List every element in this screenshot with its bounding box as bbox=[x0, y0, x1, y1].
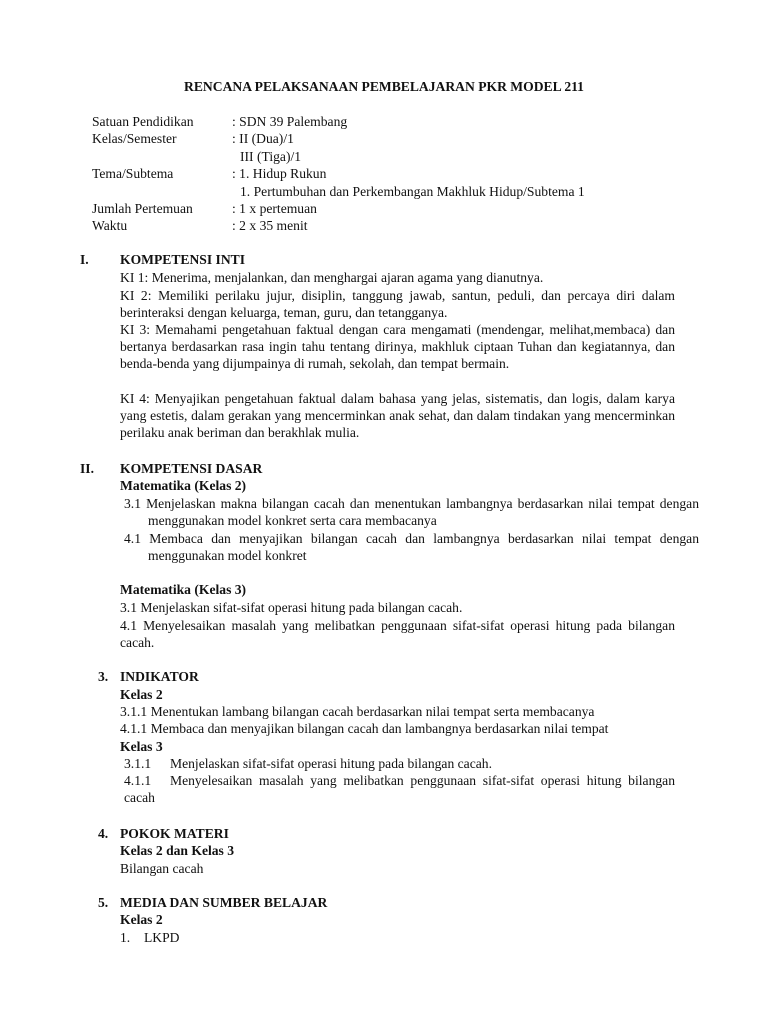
satuan-value: : SDN 39 Palembang bbox=[232, 114, 348, 129]
kelas-label: Kelas/Semester bbox=[92, 131, 177, 146]
indikator-k3-4-1-1-code: 4.1.1 bbox=[124, 773, 152, 788]
section-heading-ki: KOMPETENSI INTI bbox=[120, 252, 246, 267]
document-title: RENCANA PELAKSANAAN PEMBELAJARAN PKR MODEL 211 bbox=[184, 79, 584, 94]
section-number-kd: II. bbox=[80, 461, 94, 476]
section-heading-pokok: POKOK MATERI bbox=[120, 826, 229, 841]
section-number-media: 5. bbox=[98, 895, 109, 910]
indikator-k2-3-1-1: 3.1.1 Menentukan lambang bilangan cacah berdasarkan nilai tempat serta membacanya bbox=[120, 704, 595, 719]
kd-mat3-4-1: 4.1 Menyelesaikan masalah yang melibatkan penggunaan sifat-sifat operasi hitung pada bilangan cacah. bbox=[120, 618, 675, 651]
ki-1: KI 1: Menerima, menjalankan, dan menghargai ajaran agama yang dianutnya. bbox=[120, 270, 544, 285]
ki-3: KI 3: Memahami pengetahuan faktual dengan cara mengamati (mendengar, melihat,membaca) dan bertanya berdasarkan rasa ingin tahu tentang dirinya, makhluk ciptaan Tuhan dan kegiatannya, dan benda-benda yang dijumpainya di rumah, sekolah, dan tempat bermain. bbox=[120, 322, 675, 372]
waktu-label: Waktu bbox=[92, 218, 128, 233]
tema-label: Tema/Subtema bbox=[92, 166, 174, 181]
section-heading-media: MEDIA DAN SUMBER BELAJAR bbox=[120, 895, 328, 910]
kd-mat3-3-1: 3.1 Menjelaskan sifat-sifat operasi hitung pada bilangan cacah. bbox=[120, 600, 463, 615]
section-number-pokok: 4. bbox=[98, 826, 109, 841]
indikator-k3-3-1-1-code: 3.1.1 bbox=[124, 756, 152, 771]
kelas-value-2: III (Tiga)/1 bbox=[240, 149, 302, 164]
indikator-k3-3-1-1 bbox=[124, 755, 492, 772]
indikator-k3-4-1-1-text: Menyelesaikan masalah yang melibatkan penggunaan sifat-sifat operasi hitung bilangan cacah bbox=[124, 773, 675, 806]
jumlah-label: Jumlah Pertemuan bbox=[92, 201, 193, 216]
kd-mat3-title: Matematika (Kelas 3) bbox=[120, 582, 247, 597]
media-sub: Kelas 2 bbox=[120, 912, 163, 927]
section-number-ki: I. bbox=[80, 252, 89, 267]
jumlah-value: : 1 x pertemuan bbox=[232, 201, 317, 216]
kd-mat2-title: Matematika (Kelas 2) bbox=[120, 478, 247, 493]
waktu-value: : 2 x 35 menit bbox=[232, 218, 308, 233]
kd-mat2-3-1: 3.1 Menjelaskan makna bilangan cacah dan menentukan lambangnya berdasarkan nilai tempat dengan menggunakan model konkret serta cara membacanya bbox=[124, 496, 699, 529]
ki-2: KI 2: Memiliki perilaku jujur, disiplin, tanggung jawab, santun, peduli, dan percaya diri dalam berinteraksi dengan keluarga, teman, guru, dan tetangganya. bbox=[120, 288, 675, 321]
kd-mat2-4-1: 4.1 Membaca dan menyajikan bilangan cacah dan lambangnya berdasarkan nilai tempat dengan menggunakan model konkret bbox=[124, 531, 699, 564]
kelas-value: : II (Dua)/1 bbox=[232, 131, 294, 146]
pokok-text: Bilangan cacah bbox=[120, 861, 204, 876]
indikator-kelas3-title: Kelas 3 bbox=[120, 739, 163, 754]
section-heading-kd: KOMPETENSI DASAR bbox=[120, 461, 263, 476]
media-item-1-text: LKPD bbox=[144, 930, 180, 945]
indikator-k3-3-1-1-text: Menjelaskan sifat-sifat operasi hitung pada bilangan cacah. bbox=[170, 756, 492, 771]
ki-4: KI 4: Menyajikan pengetahuan faktual dalam bahasa yang jelas, sistematis, dan logis, dalam karya yang estetis, dalam gerakan yang mencerminkan anak sehat, dan dalam tindakan yang mencerminkan perilaku anak beriman dan berakhlak mulia. bbox=[120, 391, 675, 441]
media-item-1 bbox=[120, 929, 180, 946]
indikator-k3-4-1-1 bbox=[124, 772, 675, 806]
section-heading-indikator: INDIKATOR bbox=[120, 669, 199, 684]
satuan-label: Satuan Pendidikan bbox=[92, 114, 194, 129]
indikator-kelas2-title: Kelas 2 bbox=[120, 687, 163, 702]
tema-value: : 1. Hidup Rukun bbox=[232, 166, 327, 181]
tema-value-2: 1. Pertumbuhan dan Perkembangan Makhluk Hidup/Subtema 1 bbox=[240, 184, 585, 199]
section-number-indikator: 3. bbox=[98, 669, 109, 684]
indikator-k2-4-1-1: 4.1.1 Membaca dan menyajikan bilangan cacah dan lambangnya berdasarkan nilai tempat bbox=[120, 721, 609, 736]
pokok-sub: Kelas 2 dan Kelas 3 bbox=[120, 843, 235, 858]
media-item-1-number: 1. bbox=[120, 930, 131, 945]
